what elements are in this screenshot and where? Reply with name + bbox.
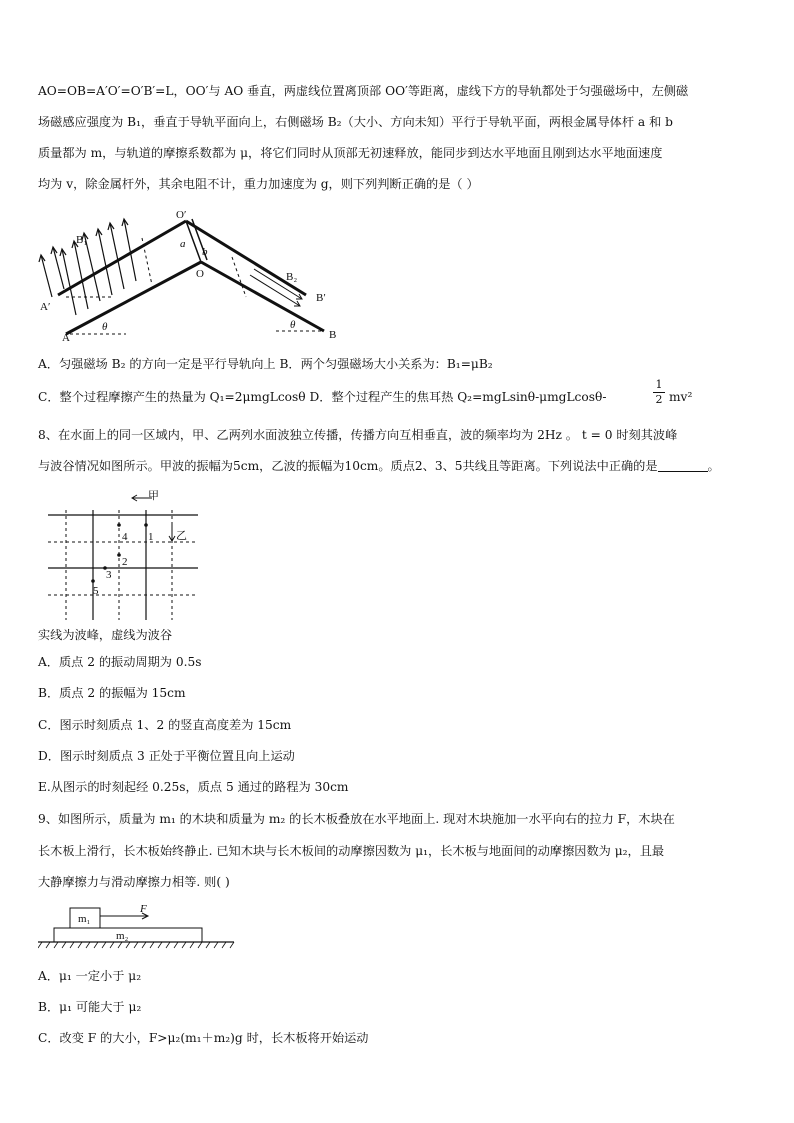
q8-point-2 bbox=[117, 553, 121, 557]
q8-option-e: E.从图示的时刻起经 0.25s，质点 5 通过的路程为 30cm bbox=[38, 780, 349, 794]
q8-answer-blank bbox=[658, 459, 708, 472]
q7-label-rod-a: a bbox=[180, 238, 186, 250]
q8-label-2: 2 bbox=[122, 556, 128, 568]
q7-label-b1: B₁ bbox=[76, 234, 88, 246]
q8-label-5: 5 bbox=[93, 585, 99, 597]
q8-label-yi: 乙 bbox=[176, 530, 187, 542]
q8-wave-grid bbox=[48, 485, 198, 620]
q9-line-1: 9、如图所示，质量为 m₁ 的木块和质量为 m₂ 的长木板叠放在水平地面上. 现对木块施加一水平向右的拉力 F，木块在 bbox=[38, 812, 675, 826]
q7-line-3: 质量都为 m，与轨道的摩擦系数都为 μ，将它们同时从顶部无初速释放，能同步到达水平地面且刚到达水平地面速度 bbox=[38, 146, 663, 160]
q7-rail-figure bbox=[36, 205, 346, 345]
q7-label-b2: B₂ bbox=[286, 271, 298, 283]
q9-line-2: 长木板上滑行，长木板始终静止. 已知木块与长木板间的动摩擦因数为 μ₁，长木板与地面间的动摩擦因数为 μ₂，且最 bbox=[38, 844, 665, 858]
q7-label-theta-right: θ bbox=[290, 319, 296, 331]
q7-label-b-prime: B′ bbox=[316, 292, 326, 304]
q9-line-3: 大静摩擦力与滑动摩擦力相等. 则( ) bbox=[38, 875, 230, 889]
q8-figure-caption: 实线为波峰，虚线为波谷 bbox=[38, 628, 173, 642]
q8-option-c: C．图示时刻质点 1、2 的竖直高度差为 15cm bbox=[38, 718, 292, 732]
q9-label-f: F bbox=[140, 903, 147, 915]
q8-option-d: D．图示时刻质点 3 正处于平衡位置且向上运动 bbox=[38, 749, 295, 763]
q7-label-o: O bbox=[196, 268, 204, 280]
q7-fraction-numerator: 1 bbox=[653, 378, 665, 393]
q9-option-c: C．改变 F 的大小，F>μ₂(m₁＋m₂)g 时，长木板将开始运动 bbox=[38, 1031, 369, 1045]
q8-line-2-end: 。 bbox=[707, 459, 720, 473]
q9-label-m2: m₂ bbox=[116, 930, 129, 942]
q8-line-2 bbox=[38, 456, 720, 477]
q8-label-1: 1 bbox=[148, 531, 154, 543]
q7-option-ab: A．匀强磁场 B₂ 的方向一定是平行导轨向上 B．两个匀强磁场大小关系为：B₁=μB₂ bbox=[38, 357, 493, 371]
q8-label-jia: 甲 bbox=[148, 490, 159, 502]
q8-label-3: 3 bbox=[106, 569, 112, 581]
q8-label-4: 4 bbox=[122, 531, 128, 543]
q7-label-theta-left: θ bbox=[102, 321, 108, 333]
q7-line-1: AO=OB=A′O′=O′B′=L，OO′与 AO 垂直，两虚线位置离顶部 OO′等距离，虚线下方的导轨都处于匀强磁场中，左侧磁 bbox=[38, 84, 689, 98]
q7-label-a-prime: A′ bbox=[40, 301, 51, 313]
q9-option-a: A．μ₁ 一定小于 μ₂ bbox=[38, 969, 142, 983]
q8-point-1 bbox=[144, 523, 148, 527]
q7-option-d-tail: mv² bbox=[669, 390, 693, 404]
q7-line-4: 均为 v，除金属杆外，其余电阻不计，重力加速度为 g，则下列判断正确的是（ ） bbox=[38, 177, 479, 191]
q9-ground-hatch bbox=[38, 942, 234, 948]
q7-fraction-denominator: 2 bbox=[655, 393, 663, 406]
q9-block-figure bbox=[38, 902, 238, 954]
q8-option-b: B．质点 2 的振幅为 15cm bbox=[38, 686, 186, 700]
q7-label-rod-b: b bbox=[202, 246, 208, 258]
q8-option-a: A．质点 2 的振动周期为 0.5s bbox=[38, 655, 202, 669]
q7-label-b: B bbox=[329, 329, 337, 341]
q8-line-1: 8、在水面上的同一区域内，甲、乙两列水面波独立传播，传播方向互相垂直，波的频率均为 2Hz 。 t = 0 时刻其波峰 bbox=[38, 428, 678, 442]
q9-option-b: B．μ₁ 可能大于 μ₂ bbox=[38, 1000, 142, 1014]
q7-label-o-prime: O′ bbox=[176, 209, 187, 221]
q7-option-cd: C．整个过程摩擦产生的热量为 Q₁=2μmgLcosθ D．整个过程产生的焦耳热 Q₂=mgLsinθ-μmgLcosθ- bbox=[38, 390, 607, 404]
q7-label-a: A bbox=[62, 332, 70, 344]
q7-fraction bbox=[653, 378, 665, 407]
q8-line-2-text: 与波谷情况如图所示。甲波的振幅为5cm，乙波的振幅为10cm。质点2、3、5共线且等距离。下列说法中正确的是 bbox=[38, 459, 658, 473]
q8-point-4 bbox=[117, 523, 121, 527]
q8-point-5 bbox=[91, 579, 95, 583]
q9-label-m1: m₁ bbox=[78, 913, 91, 925]
q7-line-2: 场磁感应强度为 B₁，垂直于导轨平面向上，右侧磁场 B₂（大小、方向未知）平行于导轨平面，两根金属导体杆 a 和 b bbox=[38, 115, 673, 129]
